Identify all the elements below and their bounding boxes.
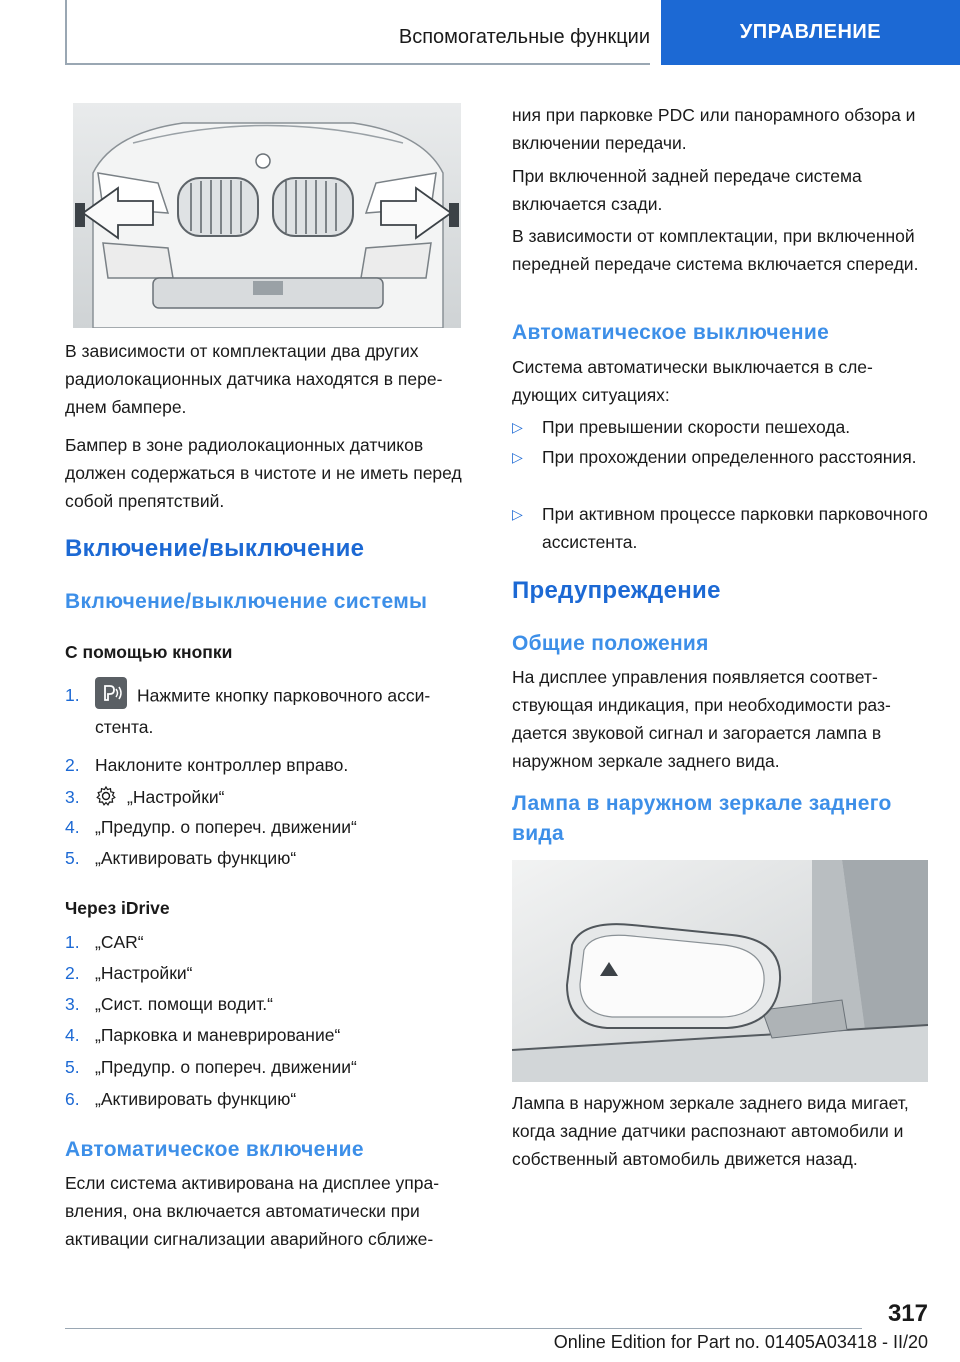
footer-rule	[65, 1328, 862, 1329]
triangle-bullet-icon: ▷	[512, 419, 523, 435]
paragraph-general: На дисплее управления появляется соответствующая индикация, при необходимости раздается звуковой сигнал и загорается лампа в наружном зеркале заднего вида.	[512, 667, 891, 771]
triangle-bullet-icon: ▷	[512, 449, 523, 465]
paragraph-mirror-lamp: Лампа в наружном зеркале заднего вида мигает, когда задние датчики распознают автомобили и собственный автомобиль движется назад.	[512, 1093, 909, 1169]
paragraph-auto-off: Система автоматически выключается в следующих ситуациях:	[512, 357, 873, 405]
paragraph-rear-gear: При включенной задней передаче система включается сзади.	[512, 166, 862, 214]
paragraph-sensor-location: В зависимости от комплектации два других радиолокационных датчика находятся в переднем бампере.	[65, 341, 443, 417]
header-rule-bottom	[65, 63, 650, 65]
header-rule-left	[65, 0, 67, 64]
heading-warning: Предупреждение	[512, 577, 721, 604]
heading-auto-on: Автоматическое включение	[65, 1138, 364, 1161]
heading-via-button: С помощью кнопки	[65, 642, 233, 662]
header-section-title: Вспомогательные функции	[398, 26, 650, 48]
heading-on-off: Включение/выключение	[65, 535, 365, 562]
car-front-bumper-image	[73, 103, 461, 328]
side-mirror-lamp-image	[512, 860, 928, 1082]
paragraph-front-gear: В зависимости от комплектации, при включенной передней передаче система включается спереди.	[512, 226, 919, 274]
paragraph-bumper-clean: Бампер в зоне радиолокационных датчиков должен содержаться в чистоте и не иметь перед собой препятствий.	[65, 435, 462, 511]
triangle-bullet-icon: ▷	[512, 506, 523, 522]
footer-edition: Online Edition for Part no. 01405A03418 - II/20	[553, 1332, 928, 1352]
heading-on-off-system: Включение/выключение системы	[65, 590, 428, 613]
paragraph-auto-on: Если система активирована на дисплее управления, она включается автоматически при активации сигнализации аварийного сближе-	[65, 1173, 440, 1249]
park-assist-button-icon	[95, 677, 127, 709]
heading-general: Общие положения	[512, 632, 709, 655]
heading-auto-off: Автоматическое выключение	[512, 321, 830, 344]
gear-icon	[95, 785, 117, 807]
header-chapter-tab[interactable]: УПРАВЛЕНИЕ	[661, 0, 960, 65]
page-number: 317	[887, 1300, 928, 1327]
heading-mirror-lamp: Лампа в наружном зеркале заднего вида	[512, 792, 892, 845]
heading-via-idrive: Через iDrive	[65, 898, 170, 918]
paragraph-continued: ния при парковке PDC или панорамного обзора и включении передачи.	[512, 105, 916, 153]
